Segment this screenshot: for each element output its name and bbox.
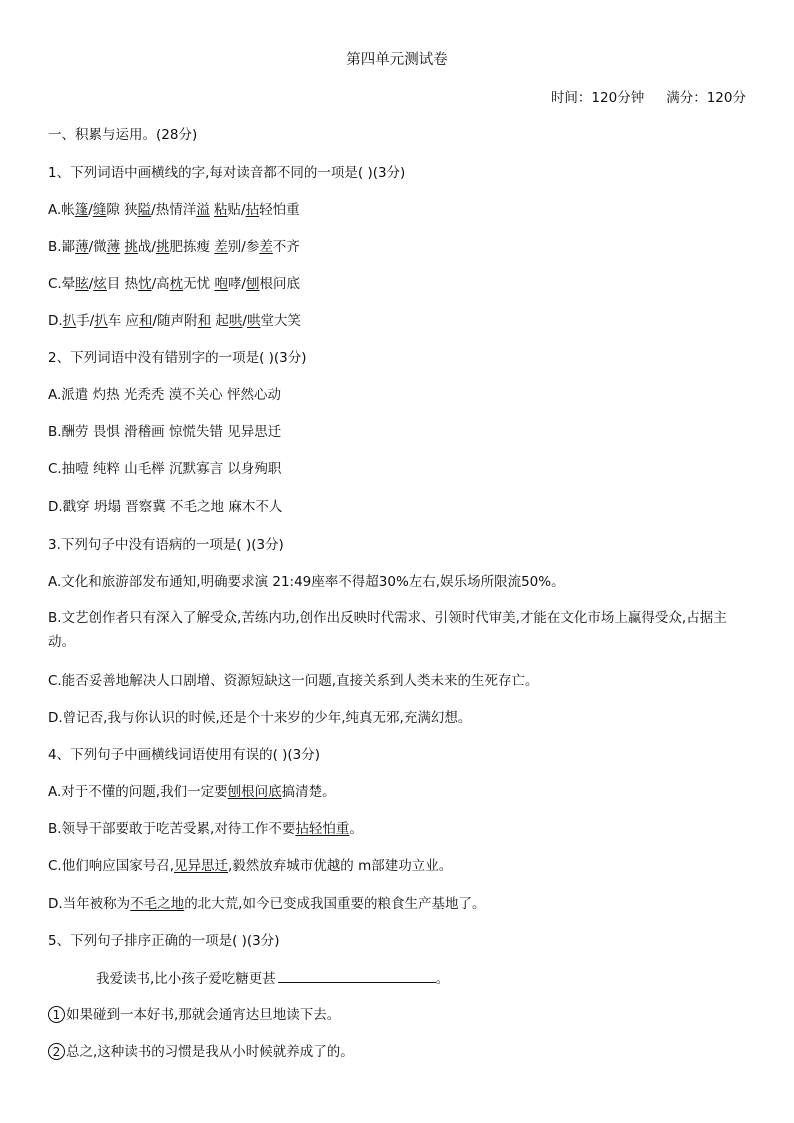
q2-option-a: A.派遣 灼热 光秃秃 漠不关心 怦然心动 <box>48 387 281 403</box>
q5-sentence-text: 我爱读书,比小孩子爱吃糖更甚 <box>96 971 276 987</box>
text-segment: 根问底 <box>259 276 300 292</box>
q5-item-1 <box>48 1005 340 1025</box>
text-segment: 轻怕重 <box>259 202 300 218</box>
q2-option-b: B.酬劳 畏惧 滑稽画 惊慌失错 见异思迁 <box>48 424 282 440</box>
underlined-text: 哄 <box>228 313 243 329</box>
q1-option-c <box>48 274 300 294</box>
text-segment: D. <box>48 313 63 329</box>
q1-option-a <box>48 200 300 220</box>
text-segment: 搞清楚。 <box>281 784 336 800</box>
underlined-text: 薄 <box>75 239 89 255</box>
text-segment: /高 <box>151 276 170 292</box>
q2-option-c: C.抽噎 纯粹 山毛榉 沉默寡言 以身殉职 <box>48 461 282 477</box>
text-segment: 哮/ <box>227 276 246 292</box>
underlined-text: 挑 <box>124 239 138 255</box>
underlined-text: 见异思迁 <box>174 858 229 874</box>
underlined-text: 差 <box>259 239 273 255</box>
text-segment: 的北大荒,如今已变成我国重要的粮食生产基地了。 <box>184 896 486 912</box>
underlined-text: 和 <box>139 313 153 329</box>
underlined-text: 扒 <box>62 313 77 329</box>
text-segment: 无忧 <box>183 276 215 292</box>
q2-stem: 2、下列词语中没有错别字的一项是( )(3分) <box>48 350 307 366</box>
underlined-text: 拈 <box>245 202 260 218</box>
q4-option-d <box>48 894 485 914</box>
underlined-text: 枕 <box>169 276 184 292</box>
text-segment: 堂大笑 <box>260 313 301 329</box>
text-segment: 目 热 <box>106 276 139 292</box>
text-segment: C.晕 <box>48 276 76 292</box>
underlined-text: 溢 <box>196 202 210 218</box>
text-segment: /微 <box>88 239 107 255</box>
underlined-text: 哄 <box>246 313 261 329</box>
q3-option-b: B.文艺创作者只有深入了解受众,苦练内功,创作出反映时代需求、引领时代审美,才能在文化市场上赢得受众,占据主动。 <box>48 610 727 650</box>
text-segment: /随声附 <box>152 313 198 329</box>
underlined-text: 刨根问底 <box>227 784 282 800</box>
q1-stem: 1、下列词语中画横线的字,每对读音都不同的一项是( )(3分) <box>48 165 406 181</box>
q5-item-2-text: 总之,这种读书的习惯是我从小时候就养成了的。 <box>66 1044 354 1060</box>
underlined-text: 眩 <box>75 276 89 292</box>
q3-stem: 3.下列句子中没有语病的一项是( )(3分) <box>48 537 284 553</box>
answer-blank <box>278 968 436 983</box>
q5-sentence-end: 。 <box>435 971 450 987</box>
text-segment: 手/ <box>76 313 95 329</box>
underlined-text: 薄 <box>106 239 121 255</box>
text-segment: 不齐 <box>272 239 300 255</box>
time-limit: 时间：120分钟 <box>550 90 645 106</box>
underlined-text: 差 <box>214 239 228 255</box>
underlined-text: 忱 <box>138 276 152 292</box>
underlined-text: 粘 <box>214 202 228 218</box>
q2-option-d: D.戳穿 坍塌 晋察冀 不毛之地 麻木不人 <box>48 499 283 515</box>
exam-meta <box>551 88 746 108</box>
underlined-text: 隘 <box>137 202 152 218</box>
text-segment: 。 <box>349 821 363 837</box>
q4-option-a <box>48 782 336 802</box>
q1-option-b <box>48 237 300 257</box>
underlined-text: 和 <box>197 313 212 329</box>
q5-stem: 5、下列句子排序正确的一项是( )(3分) <box>48 933 280 949</box>
text-segment: /热情洋 <box>151 202 197 218</box>
text-segment: 肥拣瘦 <box>169 239 215 255</box>
text-segment: 战/ <box>137 239 156 255</box>
text-segment: ,毅然放弃城市优越的 m部建功立业。 <box>228 858 453 874</box>
q5-item-1-text: 如果碰到一本好书,那就会通宵达旦地读下去。 <box>66 1007 341 1023</box>
text-segment: B.鄙 <box>48 239 76 255</box>
text-segment: / <box>242 313 247 329</box>
q5-item-2 <box>48 1042 354 1062</box>
text-segment: 起 <box>211 313 229 329</box>
q4-option-b <box>48 819 363 839</box>
text-segment: 贴/ <box>227 202 246 218</box>
q3-option-c: C.能否妥善地解决人口剧增、资源短缺这一问题,直接关系到人类未来的生死存亡。 <box>48 673 539 689</box>
text-segment: A.帐 <box>48 202 75 218</box>
full-score: 满分：120分 <box>666 90 746 106</box>
circled-number-2: 2 <box>48 1043 65 1060</box>
underlined-text: 篷 <box>74 202 89 218</box>
underlined-text: 不毛之地 <box>130 896 185 912</box>
underlined-text: 挑 <box>155 239 170 255</box>
q3-option-d: D.曾记否,我与你认识的时候,还是个十来岁的少年,纯真无邪,充满幻想。 <box>48 710 472 726</box>
text-segment: C.他们响应国家号召, <box>48 858 175 874</box>
underlined-text: 炫 <box>93 276 107 292</box>
q4-option-c <box>48 856 452 876</box>
underlined-text: 缝 <box>92 202 107 218</box>
q3-option-a: A.文化和旅游部发布通知,明确要求演 21:49座率不得超30%左右,娱乐场所限流50%。 <box>48 574 565 590</box>
text-segment: A.对于不懂的问题,我们一定要 <box>48 784 228 800</box>
circled-number-1: 1 <box>48 1006 65 1023</box>
text-segment: D.当年被称为 <box>48 896 131 912</box>
section-heading: 一、积累与运用。(28分) <box>48 127 198 143</box>
text-segment: B.领导干部要敢于吃苦受累,对待工作不要 <box>48 821 296 837</box>
underlined-text: 拈轻怕重 <box>295 821 350 837</box>
q5-sentence <box>96 968 449 989</box>
q1-option-d <box>48 311 301 331</box>
text-segment: 隙 狭 <box>106 202 138 218</box>
q4-stem: 4、下列句子中画横线词语使用有误的( )(3分) <box>48 747 321 763</box>
underlined-text: 咆 <box>214 276 228 292</box>
text-segment: / <box>88 202 93 218</box>
text-segment: 别/参 <box>227 239 260 255</box>
text-segment: 车 应 <box>107 313 140 329</box>
underlined-text: 扒 <box>94 313 108 329</box>
underlined-text: 刨 <box>246 276 260 292</box>
text-segment: / <box>88 276 94 292</box>
page-title: 第四单元测试卷 <box>346 52 448 68</box>
